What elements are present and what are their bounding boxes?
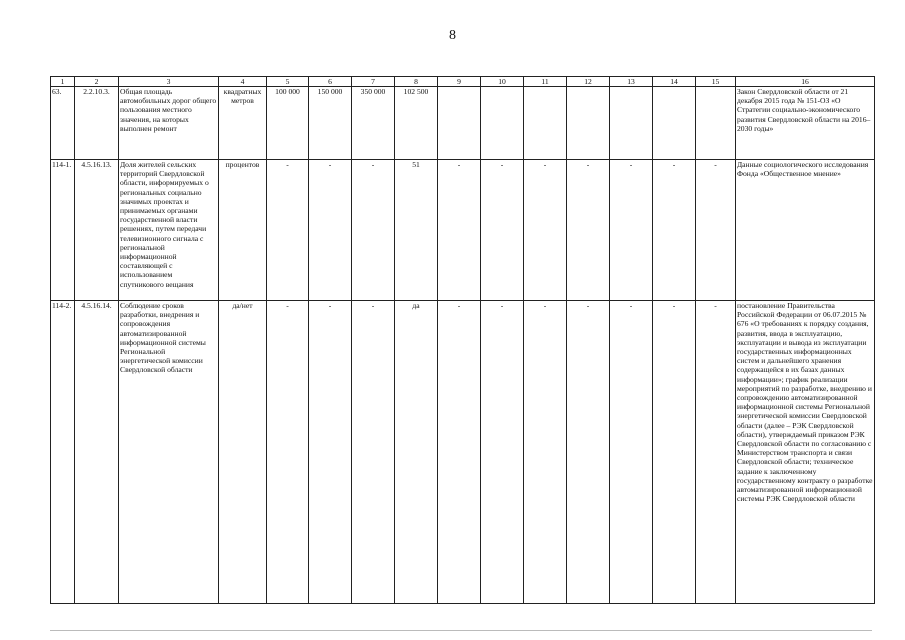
row-number: 63. xyxy=(51,87,75,160)
value-cell: - xyxy=(610,301,653,604)
unit-cell: процентов xyxy=(219,160,267,301)
value-cell: - xyxy=(352,301,395,604)
header-cell: 1 xyxy=(51,77,75,87)
scan-edge-line xyxy=(50,630,872,631)
value-cell: - xyxy=(309,301,352,604)
value-cell: - xyxy=(524,301,567,604)
header-cell: 5 xyxy=(267,77,309,87)
table-row xyxy=(51,87,875,160)
source-cell: постановление Правительства Российской Федерации от 06.07.2015 № 676 «О требованиях к порядку создания, развития, ввода в эксплуатацию, эксплуатации и вывода из эксплуатации государственных информационных систем и дальнейшего хранения содержащейся в их базах данных информации»; график реализации мероприятий по разработке, внедрению и сопровождению автоматизированной информационной системы Региональной энергетической комиссии Свердловской области (далее – РЭК Свердловской области), утверждаемый приказом РЭК Свердловской области по согласованию с Министерством транспорта и связи Свердловской области; техническое задание к заключенному государственному контракту о разработке автоматизированной информационной системы РЭК Свердловской области xyxy=(736,301,875,604)
value-cell: - xyxy=(267,160,309,301)
indicator-name: Общая площадь автомобильных дорог общего пользования местного значения, на которых выполнен ремонт xyxy=(119,87,219,160)
header-cell: 10 xyxy=(481,77,524,87)
header-cell: 8 xyxy=(395,77,438,87)
value-cell: - xyxy=(481,301,524,604)
source-cell: Данные социологического исследования Фонда «Общественное мнение» xyxy=(736,160,875,301)
page-number: 8 xyxy=(449,28,456,43)
value-cell xyxy=(438,87,481,160)
row-number: 114-2. xyxy=(51,301,75,604)
header-cell: 7 xyxy=(352,77,395,87)
value-cell: - xyxy=(567,301,610,604)
value-cell xyxy=(696,87,736,160)
source-cell: Закон Свердловской области от 21 декабря 2015 года № 151-ОЗ «О Стратегии социально-экономического развития Свердловской области на 2016–2030 годы» xyxy=(736,87,875,160)
value-cell xyxy=(653,87,696,160)
value-cell: - xyxy=(352,160,395,301)
value-cell xyxy=(524,87,567,160)
header-cell: 13 xyxy=(610,77,653,87)
value-cell: 350 000 xyxy=(352,87,395,160)
row-code: 4.5.16.13. xyxy=(75,160,119,301)
header-cell: 2 xyxy=(75,77,119,87)
value-cell xyxy=(610,87,653,160)
value-cell: - xyxy=(567,160,610,301)
value-cell: - xyxy=(481,160,524,301)
indicators-table xyxy=(50,76,875,604)
header-cell: 4 xyxy=(219,77,267,87)
table-row xyxy=(51,301,875,604)
value-cell: - xyxy=(610,160,653,301)
value-cell: 51 xyxy=(395,160,438,301)
row-number: 114-1. xyxy=(51,160,75,301)
value-cell: - xyxy=(267,301,309,604)
value-cell xyxy=(481,87,524,160)
header-cell: 15 xyxy=(696,77,736,87)
value-cell: 102 500 xyxy=(395,87,438,160)
value-cell: 150 000 xyxy=(309,87,352,160)
header-row xyxy=(51,77,875,87)
value-cell: да xyxy=(395,301,438,604)
row-code: 2.2.10.3. xyxy=(75,87,119,160)
header-cell: 3 xyxy=(119,77,219,87)
header-cell: 12 xyxy=(567,77,610,87)
unit-cell: да/нет xyxy=(219,301,267,604)
row-code: 4.5.16.14. xyxy=(75,301,119,604)
value-cell: - xyxy=(696,301,736,604)
value-cell xyxy=(567,87,610,160)
value-cell: - xyxy=(653,160,696,301)
value-cell: - xyxy=(653,301,696,604)
table-row xyxy=(51,160,875,301)
value-cell: - xyxy=(438,160,481,301)
indicator-name: Доля жителей сельских территорий Свердловской области, информируемых о региональных социально значимых проектах и принимаемых органами государственной власти решениях, путем передачи телевизионного сигнала с региональной информационной составляющей с использованием спутникового вещания xyxy=(119,160,219,301)
value-cell: - xyxy=(309,160,352,301)
value-cell: - xyxy=(696,160,736,301)
unit-cell: квадратных метров xyxy=(219,87,267,160)
indicator-name: Соблюдение сроков разработки, внедрения и сопровождения автоматизированной информационной системы Региональной энергетической комиссии Свердловской области xyxy=(119,301,219,604)
header-cell: 14 xyxy=(653,77,696,87)
value-cell: - xyxy=(438,301,481,604)
header-cell: 9 xyxy=(438,77,481,87)
header-cell: 6 xyxy=(309,77,352,87)
value-cell: 100 000 xyxy=(267,87,309,160)
header-cell: 16 xyxy=(736,77,875,87)
header-cell: 11 xyxy=(524,77,567,87)
value-cell: - xyxy=(524,160,567,301)
